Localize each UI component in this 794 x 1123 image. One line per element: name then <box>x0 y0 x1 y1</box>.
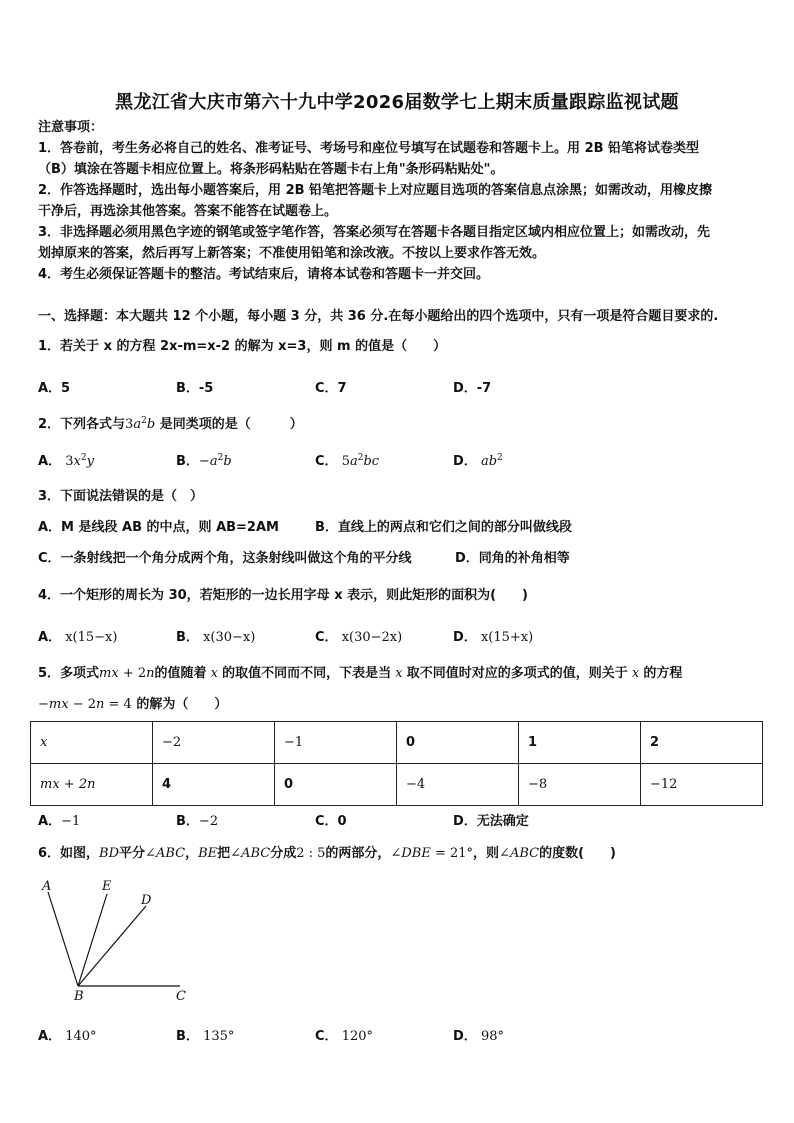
q3-option-c: C．一条射线把一个角分成两个角，这条射线叫做这个角的平分线 <box>38 551 412 566</box>
page-title: 黑龙江省大庆市第六十九中学2026届数学七上期末质量跟踪监视试题 <box>115 92 679 113</box>
q2-option-d: D． $ab^2$ <box>453 453 503 469</box>
question-4-stem: 4．一个矩形的周长为 30，若矩形的一边长用字母 x 表示，则此矩形的面积为( ) <box>38 588 528 603</box>
q6-option-b: B． 135° <box>176 1029 235 1044</box>
question-3-stem: 3．下面说法错误的是（ ） <box>38 489 204 504</box>
q6-option-a: A． 140° <box>38 1029 97 1044</box>
ray-be <box>78 894 107 986</box>
table-cell: 0 <box>397 722 519 764</box>
table-row <box>31 722 763 764</box>
q6-option-c: C． 120° <box>315 1029 374 1044</box>
q5-option-b: B．−2 <box>176 814 219 829</box>
table-cell: −2 <box>153 722 275 764</box>
q1-option-c: C．7 <box>315 381 347 396</box>
label-b: B <box>74 989 84 1004</box>
notice-line-2: （B）填涂在答题卡相应位置上。将条形码粘贴在答题卡右上角"条形码粘贴处"。 <box>38 162 504 177</box>
q5-option-a: A．−1 <box>38 814 81 829</box>
q1-option-b: B．-5 <box>176 381 214 396</box>
q4-option-b: B． x(30−x) <box>176 630 256 645</box>
notice-line-6: 划掉原来的答案，然后再写上新答案；不准使用铅笔和涂改液。不按以上要求作答无效。 <box>38 246 546 261</box>
question-5-stem-line-1: 5．多项式mx + 2n的值随着 x 的取值不同而不同，下表是当 x 取不同值时对应的多项式的值，则关于 x 的方程 <box>38 666 683 681</box>
q3-option-b: B．直线上的两点和它们之间的部分叫做线段 <box>315 520 572 535</box>
q6-option-d: D． 98° <box>453 1029 504 1044</box>
q2-option-a: A． $3x^2y$ <box>38 453 94 469</box>
table-cell: 0 <box>275 764 397 806</box>
section-heading: 一、选择题：本大题共 12 个小题，每小题 3 分，共 36 分.在每小题给出的四个选项中，只有一项是符合题目要求的. <box>38 309 719 324</box>
question-2-stem <box>38 414 303 435</box>
table-cell: x <box>31 722 153 764</box>
table-cell: −1 <box>275 722 397 764</box>
table-cell: 1 <box>519 722 641 764</box>
q2-stem-post: 是同类项的是（ ） <box>159 417 303 432</box>
question-5-stem-line-2: −mx − 2n = 4 的解为（ ） <box>38 697 228 712</box>
table-row <box>31 764 763 806</box>
q2-option-c: C． $5a^2bc$ <box>315 453 380 469</box>
q6-angle-figure <box>30 876 200 1006</box>
label-a: A <box>42 879 52 894</box>
table-cell: mx + 2n <box>31 764 153 806</box>
ray-ba <box>48 892 78 986</box>
q5-option-d: D．无法确定 <box>453 814 529 829</box>
q4-option-d: D． x(15+x) <box>453 630 534 645</box>
table-cell: 4 <box>153 764 275 806</box>
q2-option-b: B．$-a^2b$ <box>176 453 232 469</box>
q4-option-c: C． x(30−2x) <box>315 630 403 645</box>
notice-line-7: 4．考生必须保证答题卡的整洁。考试结束后，请将本试卷和答题卡一并交回。 <box>38 267 490 282</box>
label-e: E <box>102 879 112 894</box>
table-cell: 2 <box>641 722 763 764</box>
label-d: D <box>141 893 152 908</box>
table-cell: −4 <box>397 764 519 806</box>
question-1-stem: 1．若关于 x 的方程 2x-m=x-2 的解为 x=3，则 m 的值是（ ） <box>38 339 447 354</box>
table-cell: −12 <box>641 764 763 806</box>
q5-option-c: C．0 <box>315 814 347 829</box>
q3-option-d: D．同角的补角相等 <box>455 551 570 566</box>
question-6-stem: 6．如图，BD平分∠ABC，BE把∠ABC分成2 : 5的两部分，∠DBE = 21°，则∠ABC的度数( ) <box>38 846 616 861</box>
q4-option-a: A． x(15−x) <box>38 630 118 645</box>
table-cell: −8 <box>519 764 641 806</box>
q2-term: $3a^2b$ <box>125 416 156 432</box>
notice-line-1: 1．答卷前，考生务必将自己的姓名、准考证号、考场号和座位号填写在试题卷和答题卡上。用 2B 铅笔将试卷类型 <box>38 141 700 156</box>
q3-option-a: A．M 是线段 AB 的中点，则 AB=2AM <box>38 520 279 535</box>
notice-line-4: 干净后，再选涂其他答案。答案不能答在试题卷上。 <box>38 204 338 219</box>
notice-heading: 注意事项： <box>38 120 104 135</box>
notice-line-5: 3．非选择题必须用黑色字迹的钢笔或签字笔作答，答案必须写在答题卡各题目指定区域内相应位置上；如需改动，先 <box>38 225 711 240</box>
q1-option-d: D．-7 <box>453 381 492 396</box>
q2-stem-pre: 2．下列各式与 <box>38 417 126 432</box>
q1-option-a: A．5 <box>38 381 71 396</box>
notice-line-3: 2．作答选择题时，选出每小题答案后，用 2B 铅笔把答题卡上对应题目选项的答案信息点涂黑；如需改动，用橡皮擦 <box>38 183 713 198</box>
label-c: C <box>176 989 186 1004</box>
q5-value-table <box>30 721 763 806</box>
ray-bd <box>78 906 146 986</box>
